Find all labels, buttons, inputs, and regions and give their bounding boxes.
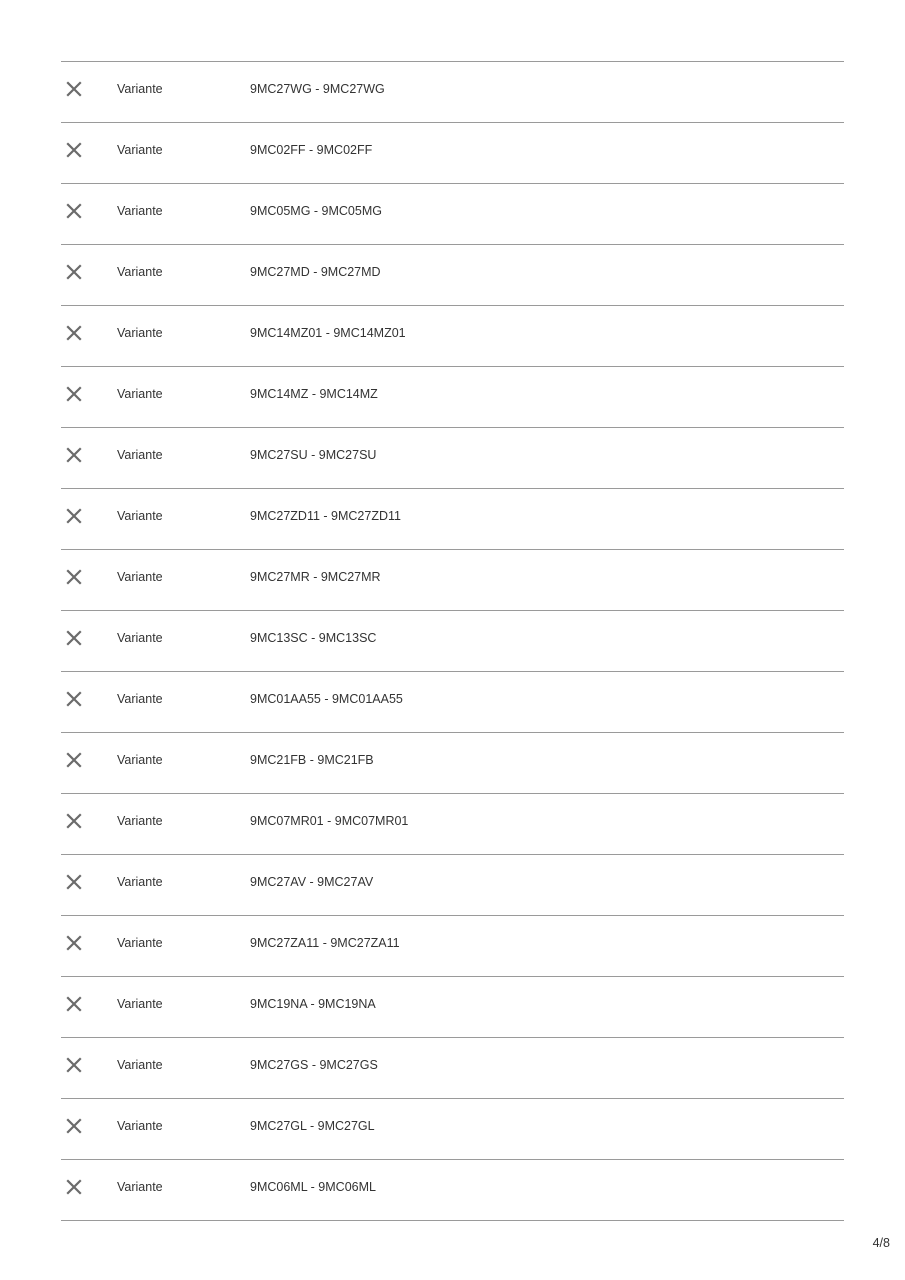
row-label: Variante <box>117 631 163 645</box>
row-label: Variante <box>117 753 163 767</box>
row-label: Variante <box>117 997 163 1011</box>
row-label: Variante <box>117 509 163 523</box>
close-icon <box>66 874 82 890</box>
close-icon <box>66 1057 82 1073</box>
close-icon <box>66 264 82 280</box>
table-row <box>61 794 844 855</box>
row-value: 9MC05MG - 9MC05MG <box>250 204 382 218</box>
close-icon <box>66 386 82 402</box>
close-icon <box>66 203 82 219</box>
row-value: 9MC14MZ - 9MC14MZ <box>250 387 378 401</box>
row-value: 9MC06ML - 9MC06ML <box>250 1180 376 1194</box>
row-label: Variante <box>117 265 163 279</box>
row-label: Variante <box>117 570 163 584</box>
row-value: 9MC27MR - 9MC27MR <box>250 570 381 584</box>
page-number: 4/8 <box>872 1236 890 1250</box>
close-icon <box>66 996 82 1012</box>
row-label: Variante <box>117 326 163 340</box>
row-value: 9MC14MZ01 - 9MC14MZ01 <box>250 326 406 340</box>
table-row <box>61 1038 844 1099</box>
table-row <box>61 1160 844 1221</box>
close-icon <box>66 508 82 524</box>
row-value: 9MC27ZA11 - 9MC27ZA11 <box>250 936 400 950</box>
close-icon <box>66 813 82 829</box>
table-row <box>61 855 844 916</box>
table-row <box>61 916 844 977</box>
table-row <box>61 306 844 367</box>
row-value: 9MC27SU - 9MC27SU <box>250 448 377 462</box>
row-value: 9MC27WG - 9MC27WG <box>250 82 385 96</box>
table-row <box>61 123 844 184</box>
close-icon <box>66 142 82 158</box>
table-row <box>61 611 844 672</box>
close-icon <box>66 691 82 707</box>
close-icon <box>66 1179 82 1195</box>
row-value: 9MC13SC - 9MC13SC <box>250 631 377 645</box>
row-label: Variante <box>117 875 163 889</box>
row-label: Variante <box>117 936 163 950</box>
table-row <box>61 428 844 489</box>
row-value: 9MC21FB - 9MC21FB <box>250 753 374 767</box>
row-value: 9MC27GL - 9MC27GL <box>250 1119 375 1133</box>
table-row <box>61 733 844 794</box>
close-icon <box>66 752 82 768</box>
row-label: Variante <box>117 387 163 401</box>
row-label: Variante <box>117 814 163 828</box>
table-row <box>61 1099 844 1160</box>
table-row <box>61 489 844 550</box>
row-label: Variante <box>117 448 163 462</box>
table-row <box>61 184 844 245</box>
row-label: Variante <box>117 143 163 157</box>
row-label: Variante <box>117 692 163 706</box>
row-value: 9MC07MR01 - 9MC07MR01 <box>250 814 409 828</box>
table-row <box>61 672 844 733</box>
row-label: Variante <box>117 82 163 96</box>
close-icon <box>66 569 82 585</box>
table-row <box>61 62 844 123</box>
table-row <box>61 977 844 1038</box>
row-value: 9MC02FF - 9MC02FF <box>250 143 373 157</box>
row-label: Variante <box>117 1058 163 1072</box>
close-icon <box>66 325 82 341</box>
row-value: 9MC27ZD11 - 9MC27ZD11 <box>250 509 401 523</box>
close-icon <box>66 81 82 97</box>
close-icon <box>66 447 82 463</box>
row-label: Variante <box>117 1119 163 1133</box>
table-row <box>61 550 844 611</box>
row-label: Variante <box>117 1180 163 1194</box>
row-value: 9MC27AV - 9MC27AV <box>250 875 374 889</box>
row-value: 9MC27MD - 9MC27MD <box>250 265 381 279</box>
variant-table <box>61 61 844 1221</box>
close-icon <box>66 935 82 951</box>
row-value: 9MC27GS - 9MC27GS <box>250 1058 378 1072</box>
row-value: 9MC19NA - 9MC19NA <box>250 997 376 1011</box>
table-row <box>61 367 844 428</box>
row-value: 9MC01AA55 - 9MC01AA55 <box>250 692 403 706</box>
close-icon <box>66 630 82 646</box>
row-label: Variante <box>117 204 163 218</box>
close-icon <box>66 1118 82 1134</box>
table-row <box>61 245 844 306</box>
